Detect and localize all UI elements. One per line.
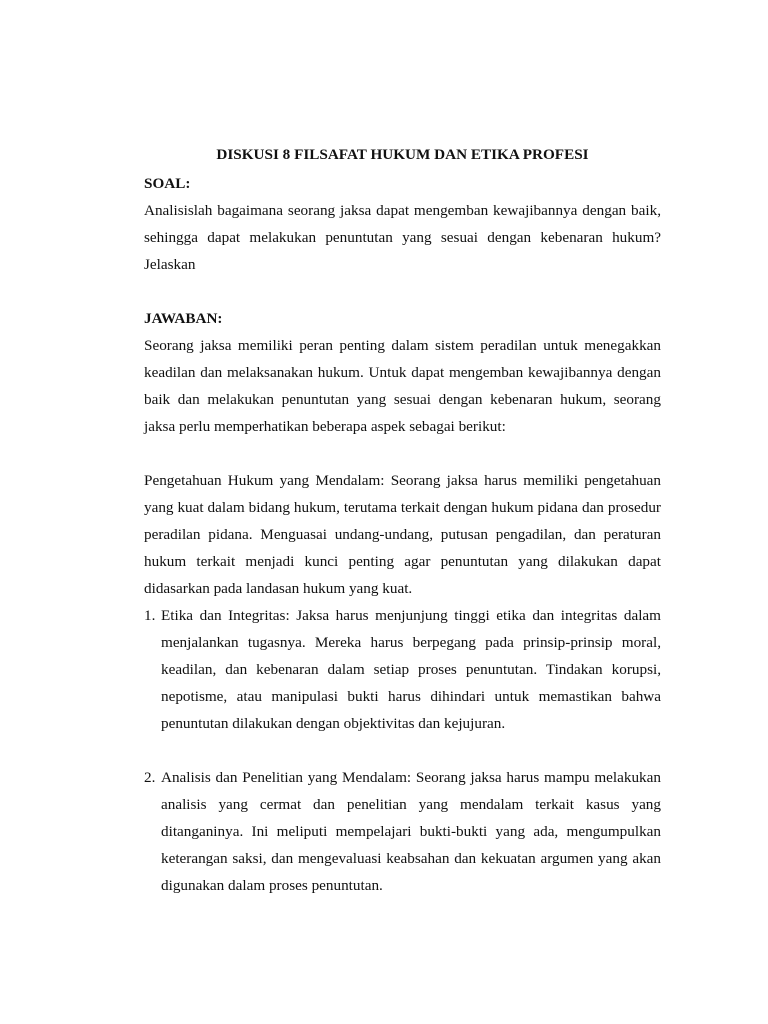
- spacer: [144, 737, 661, 764]
- knowledge-paragraph: Pengetahuan Hukum yang Mendalam: Seorang jaksa harus memiliki pengetahuan yang kuat dalam bidang hukum, terutama terkait dengan hukum pidana dan prosedur peradilan pidana. Menguasai undang-undang, putusan pengadilan, dan peraturan hukum terkait menjadi kunci penting agar penuntutan yang dilakukan dapat didasarkan pada landasan hukum yang kuat.: [144, 472, 661, 597]
- list-item-text: Etika dan Integritas: Jaksa harus menjunjung tinggi etika dan integritas dalam menjalankan tugasnya. Mereka harus berpegang pada prinsip-prinsip moral, keadilan, dan kebenaran dalam setiap proses penuntutan. Tindakan korupsi, nepotisme, atau manipulasi bukti harus dihindari untuk memastikan bahwa penuntutan dilakukan dengan objektivitas dan kejujuran.: [161, 607, 661, 732]
- list-item: [144, 764, 661, 899]
- list-item-number: 2.: [144, 769, 156, 786]
- document-title: DISKUSI 8 FILSAFAT HUKUM DAN ETIKA PROFESI: [216, 146, 589, 163]
- soal-heading: SOAL:: [144, 175, 191, 192]
- list-item: [144, 602, 661, 737]
- list-item-number: 1.: [144, 607, 156, 624]
- intro-paragraph: Seorang jaksa memiliki peran penting dalam sistem peradilan untuk menegakkan keadilan dan melaksanakan hukum. Untuk dapat mengemban kewajibannya dengan baik dan melakukan penuntutan yang sesuai dengan kebenaran hukum, seorang jaksa perlu memperhatikan beberapa aspek sebagai berikut:: [144, 337, 661, 435]
- document-content: [144, 140, 661, 899]
- jawaban-heading: JAWABAN:: [144, 310, 223, 327]
- numbered-list: [144, 602, 661, 899]
- spacer: [144, 278, 661, 305]
- spacer: [144, 440, 661, 467]
- list-item-text: Analisis dan Penelitian yang Mendalam: Seorang jaksa harus mampu melakukan analisis yang cermat dan penelitian yang mendalam terkait kasus yang ditanganinya. Ini meliputi mempelajari bukti-bukti yang ada, mengumpulkan keterangan saksi, dan mengevaluasi keabsahan dan kekuatan argumen yang akan digunakan dalam proses penuntutan.: [161, 769, 661, 894]
- soal-text: Analisislah bagaimana seorang jaksa dapat mengemban kewajibannya dengan baik, sehingga dapat melakukan penuntutan yang sesuai dengan kebenaran hukum? Jelaskan: [144, 202, 661, 273]
